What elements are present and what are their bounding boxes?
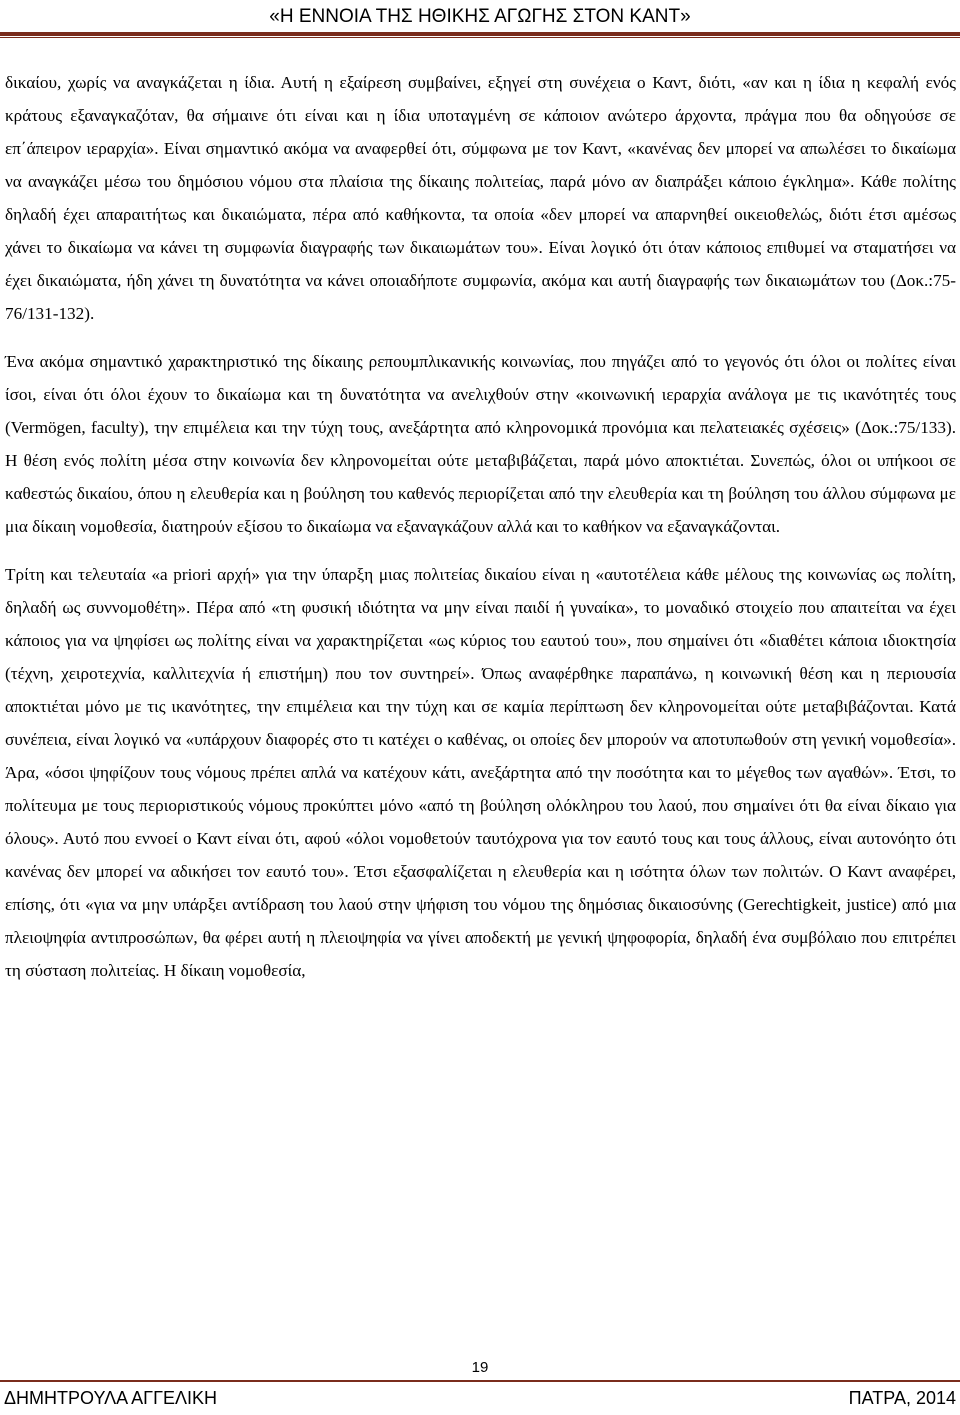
header-rule [0, 32, 960, 36]
header-rule-thin [0, 37, 960, 38]
footer-author: ΔΗΜΗΤΡΟΥΛΑ ΑΓΓΕΛΙΚΗ [4, 1388, 218, 1408]
footer-place-year: ΠΑΤΡΑ, 2014 [848, 1388, 956, 1408]
running-title: «Η ΕΝΝΟΙΑ ΤΗΣ ΗΘΙΚΗΣ ΑΓΩΓΗΣ ΣΤΟΝ ΚΑΝΤ» [269, 6, 691, 27]
paragraph: δικαίου, χωρίς να αναγκάζεται η ίδια. Αυτή η εξαίρεση συμβαίνει, εξηγεί στη συνέχεια ο Καντ, διότι, «αν και η ίδια η κεφαλή ενός κράτους εξαναγκαζόταν, θα σήμαινε ότι είναι και η ίδια υποταγμένη σε κάποιον ανώτερο άρχοντα, πράγμα που θα οδηγούσε σε επ΄άπειρον ιεραρχία». Είναι σημαντικό ακόμα να αναφερθεί ότι, σύμφωνα με τον Καντ, «κανένας δεν μπορεί να απωλέσει το δικαίωμα να αναγκάζει μέσω του δημόσιου νόμου στα πλαίσια της δίκαιης πολιτείας, παρά μόνο αν διαπράξει κάποιο έγκλημα». Κάθε πολίτης δηλαδή έχει απαραιτήτως και δικαιώματα, πέρα από καθήκοντα, τα οποία «δεν μπορεί να απαρνηθεί οικειοθελώς, διότι έτσι αμέσως χάνει το δικαίωμα να κάνει τη συμφωνία διαγραφής των δικαιωμάτων του». Είναι λογικό ότι όταν κάποιος επιθυμεί να σταματήσει να έχει δικαιώματα, ήδη χάνει τη δυνατότητα να κάνει οποιαδήποτε συμφωνία, ακόμα και αυτή διαγραφής των δικαιωμάτων του (Δοκ.:75-76/131-132). [5, 73, 956, 323]
paragraph: Ένα ακόμα σημαντικό χαρακτηριστικό της δίκαιης ρεπουμπλικανικής κοινωνίας, που πηγάζει από το γεγονός ότι όλοι οι πολίτες είναι ίσοι, είναι ότι όλοι έχουν το δικαίωμα και τη δυνατότητα να ανελιχθούν στην «κοινωνική ιεραρχία ανάλογα με τις ικανότητές τους (Vermögen, faculty), την επιμέλεια και την τύχη τους, ανεξάρτητα από κληρονομικά προνόμια και πελατειακές σχέσεις» (Δοκ.:75/133). Η θέση ενός πολίτη μέσα στην κοινωνία δεν κληρονομείται ούτε μεταβιβάζεται, παρά μόνο αποκτιέται. Συνεπώς, όλοι οι υπήκοοι σε καθεστώς δικαίου, όπου η ελευθερία και η βούληση του καθενός περιορίζεται από την ελευθερία και τη βούληση του άλλου σύμφωνα με μια δίκαιη νομοθεσία, διατηρούν εξίσου το δικαίωμα να εξαναγκάζουν αλλά και το καθήκον να εξαναγκάζονται. [5, 352, 956, 536]
paragraph: Τρίτη και τελευταία «a priori αρχή» για την ύπαρξη μιας πολιτείας δικαίου είναι η «αυτοτέλεια κάθε μέλους της κοινωνίας ως πολίτη, δηλαδή ως συννομοθέτη». Πέρα από «τη φυσική ιδιότητα να μην είναι παιδί ή γυναίκα», το μοναδικό στοιχείο που απαιτείται να έχει κάποιος για να ψηφίσει ως πολίτης είναι να χαρακτηρίζεται «ως κύριος του εαυτού του», που σημαίνει ότι «διαθέτει κάποια ιδιοκτησία (τέχνη, χειροτεχνία, καλλιτεχνία ή επιστήμη) που τον συντηρεί». Όπως αναφέρθηκε παραπάνω, η κοινωνική θέση και η περιουσία αποκτιέται μόνο με τις ικανότητες, την επιμέλεια και την τύχη και σε καμία περίπτωση δεν κληρονομείται ούτε μεταβιβάζονται. Κατά συνέπεια, είναι λογικό να «υπάρχουν διαφορές στο τι κατέχει ο καθένας, οι οποίες δεν μπορούν να αποτυπωθούν στη γενική νομοθεσία». Άρα, «όσοι ψηφίζουν τους νόμους πρέπει απλά να κατέχουν κάτι, ανεξάρτητα από την ποσότητα και το μέγεθος των αγαθών». Έτσι, το πολίτευμα με τους περιοριστικούς νόμους προκύπτει μόνο «από τη βούληση ολόκληρου του λαού, που σημαίνει ότι θα είναι δίκαιο για όλους». Αυτό που εννοεί ο Καντ είναι ότι, αφού «όλοι νομοθετούν ταυτόχρονα για τον εαυτό τους και τους άλλους, είναι αυτονόητο ότι κανένας δεν μπορεί να αδικήσει τον εαυτό του». Έτσι εξασφαλίζεται η ελευθερία και η ισότητα όλων των πολιτών. Ο Καντ αναφέρει, επίσης, ότι «για να μην υπάρξει αντίδραση του λαού στην ψήφιση του νόμου της δημόσιας δικαιοσύνης (Gerechtigkeit, justice) από μια πλειοψηφία αντιπροσώπων, θα φέρει αυτή η πλειοψηφία να γίνει αποδεκτή με γενική ψηφοφορία, δηλαδή ένα συμβόλαιο που επιτρέπει τη σύσταση πολιτείας. Η δίκαιη νομοθεσία, [5, 565, 956, 980]
page-number: 19 [471, 1359, 489, 1376]
footer-rule [0, 1380, 960, 1382]
page-header [0, 4, 960, 32]
body-text [5, 66, 956, 987]
